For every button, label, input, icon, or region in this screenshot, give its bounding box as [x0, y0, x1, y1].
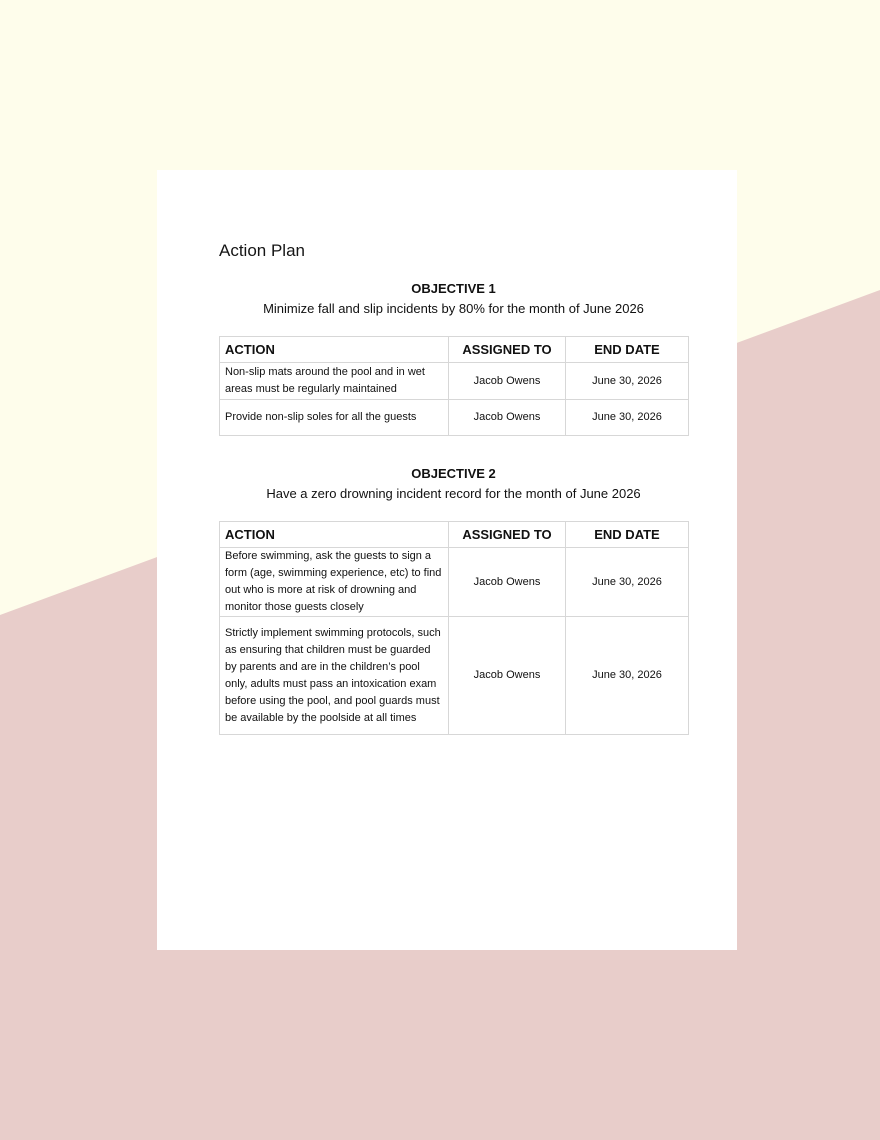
- table-row: [220, 363, 689, 400]
- objective-description: Have a zero drowning incident record for the month of June 2026: [266, 486, 641, 501]
- assigned-to-cell: Jacob Owens: [449, 617, 566, 735]
- table-header-row: [220, 337, 689, 363]
- column-header-assigned-to: ASSIGNED TO: [449, 337, 566, 363]
- table-row: [220, 548, 689, 617]
- document-page: [157, 170, 737, 950]
- assigned-to-cell: Jacob Owens: [449, 363, 566, 400]
- end-date-cell: June 30, 2026: [566, 363, 689, 400]
- objective-description: Minimize fall and slip incidents by 80% for the month of June 2026: [263, 301, 644, 316]
- table-row: [220, 400, 689, 436]
- end-date-cell: June 30, 2026: [566, 617, 689, 735]
- objective-2-table: [219, 521, 689, 735]
- assigned-to-cell: Jacob Owens: [449, 400, 566, 436]
- objective-1-table: [219, 336, 689, 436]
- action-cell: Non-slip mats around the pool and in wet areas must be regularly maintained: [220, 363, 449, 400]
- objective-heading: OBJECTIVE 2: [411, 466, 496, 481]
- objective-heading: OBJECTIVE 1: [411, 281, 496, 296]
- table-header-row: [220, 522, 689, 548]
- end-date-cell: June 30, 2026: [566, 548, 689, 617]
- page-title: Action Plan: [219, 241, 305, 260]
- column-header-end-date: END DATE: [566, 337, 689, 363]
- action-cell: Strictly implement swimming protocols, such as ensuring that children must be guarded by parents and are in the children’s pool only, adults must pass an intoxication exam before using the pool, and pool guards must be available by the poolside at all times: [220, 617, 449, 735]
- column-header-action: ACTION: [220, 522, 449, 548]
- end-date-cell: June 30, 2026: [566, 400, 689, 436]
- objective-2-header: [219, 465, 688, 505]
- column-header-action: ACTION: [220, 337, 449, 363]
- column-header-assigned-to: ASSIGNED TO: [449, 522, 566, 548]
- action-cell: Before swimming, ask the guests to sign a form (age, swimming experience, etc) to find out who is more at risk of drowning and monitor those guests closely: [220, 548, 449, 617]
- assigned-to-cell: Jacob Owens: [449, 548, 566, 617]
- table-row: [220, 617, 689, 735]
- objective-1-header: [219, 280, 688, 320]
- column-header-end-date: END DATE: [566, 522, 689, 548]
- action-cell: Provide non-slip soles for all the guests: [220, 400, 449, 436]
